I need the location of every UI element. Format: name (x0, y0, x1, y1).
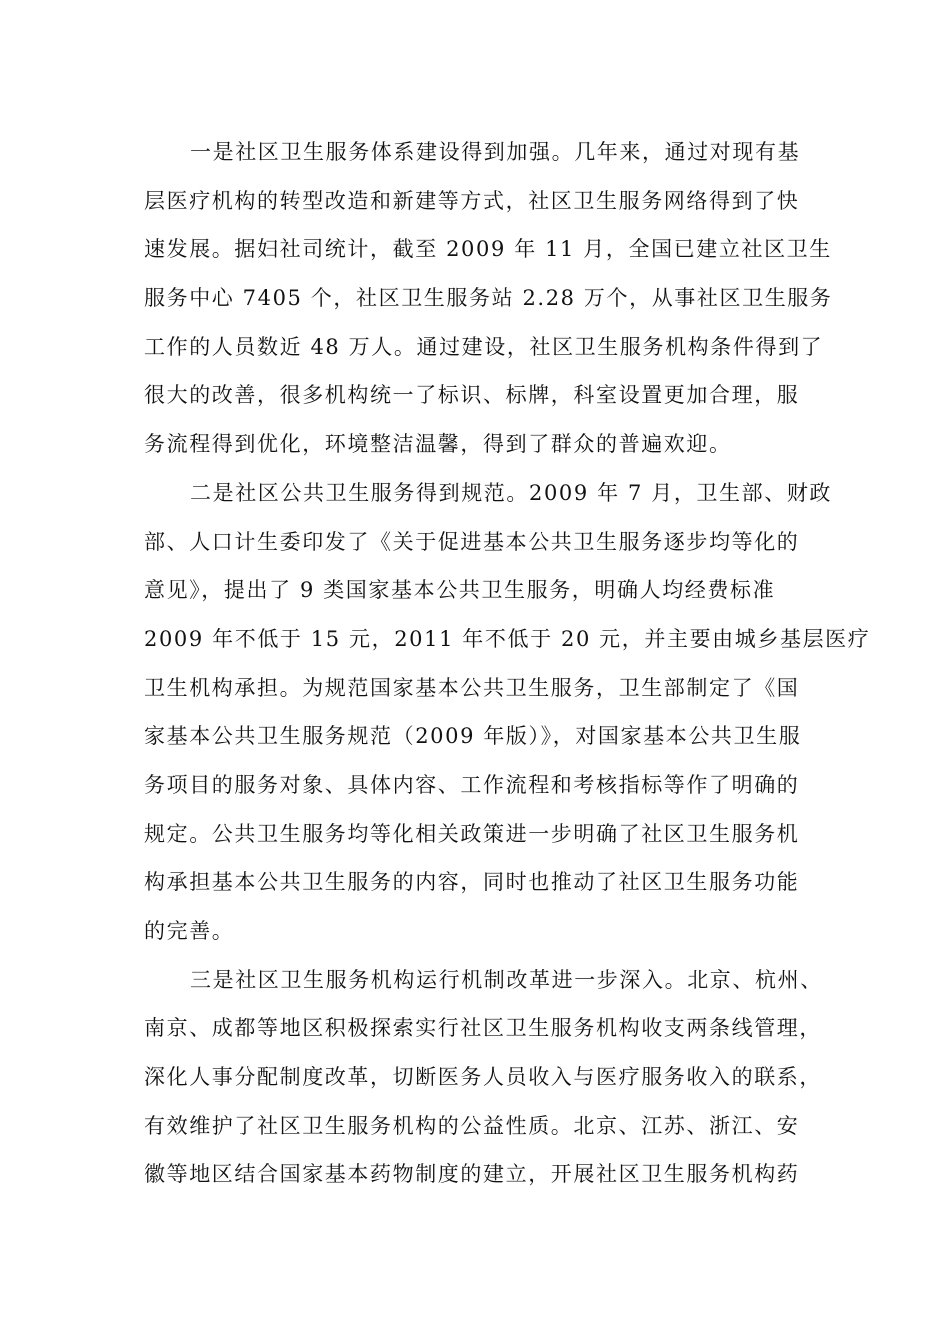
text-line: 部、人口计生委印发了《关于促进基本公共卫生服务逐步均等化的 (144, 529, 800, 554)
paragraph-2 (144, 469, 871, 956)
text-line: 卫生机构承担。为规范国家基本公共卫生服务，卫生部制定了《国 (144, 675, 800, 700)
text-line: 的完善。 (144, 919, 235, 943)
text-line: 速发展。据妇社司统计，截至 2009 年 11 月，全国已建立社区卫生 (144, 237, 832, 262)
text-line: 层医疗机构的转型改造和新建等方式，社区卫生服务网络得到了快 (144, 188, 800, 213)
text-line: 有效维护了社区卫生服务机构的公益性质。北京、江苏、浙江、安 (144, 1113, 800, 1138)
text-line: 二是社区公共卫生服务得到规范。2009 年 7 月，卫生部、财政 (190, 480, 833, 505)
text-line: 务项目的服务对象、具体内容、工作流程和考核指标等作了明确的 (144, 772, 800, 797)
text-line: 南京、成都等地区积极探索实行社区卫生服务机构收支两条线管理， (144, 1016, 822, 1041)
document-body (144, 128, 871, 1199)
text-line: 深化人事分配制度改革，切断医务人员收入与医疗服务收入的联系， (144, 1065, 822, 1090)
text-line: 服务中心 7405 个，社区卫生服务站 2.28 万个，从事社区卫生服务 (144, 286, 833, 311)
text-line: 工作的人员数近 48 万人。通过建设，社区卫生服务机构条件得到了 (144, 334, 824, 359)
text-line: 很大的改善，很多机构统一了标识、标牌，科室设置更加合理，服 (144, 383, 800, 408)
text-line: 徽等地区结合国家基本药物制度的建立，开展社区卫生服务机构药 (144, 1162, 800, 1187)
text-line: 规定。公共卫生服务均等化相关政策进一步明确了社区卫生服务机 (144, 821, 800, 846)
text-line: 三是社区卫生服务机构运行机制改革进一步深入。北京、杭州、 (190, 967, 823, 992)
text-line: 2009 年不低于 15 元，2011 年不低于 20 元，并主要由城乡基层医疗 (144, 626, 871, 651)
text-line: 务流程得到优化，环境整洁温馨，得到了群众的普遍欢迎。 (144, 432, 732, 457)
paragraph-1 (144, 128, 833, 469)
paragraph-3 (144, 956, 823, 1199)
text-line: 家基本公共卫生服务规范（2009 年版）》，对国家基本公共卫生服 (144, 724, 802, 749)
text-line: 意见》，提出了 9 类国家基本公共卫生服务，明确人均经费标准 (144, 578, 776, 603)
text-line: 一是社区卫生服务体系建设得到加强。几年来，通过对现有基 (190, 140, 801, 164)
text-line: 构承担基本公共卫生服务的内容，同时也推动了社区卫生服务功能 (144, 870, 800, 895)
